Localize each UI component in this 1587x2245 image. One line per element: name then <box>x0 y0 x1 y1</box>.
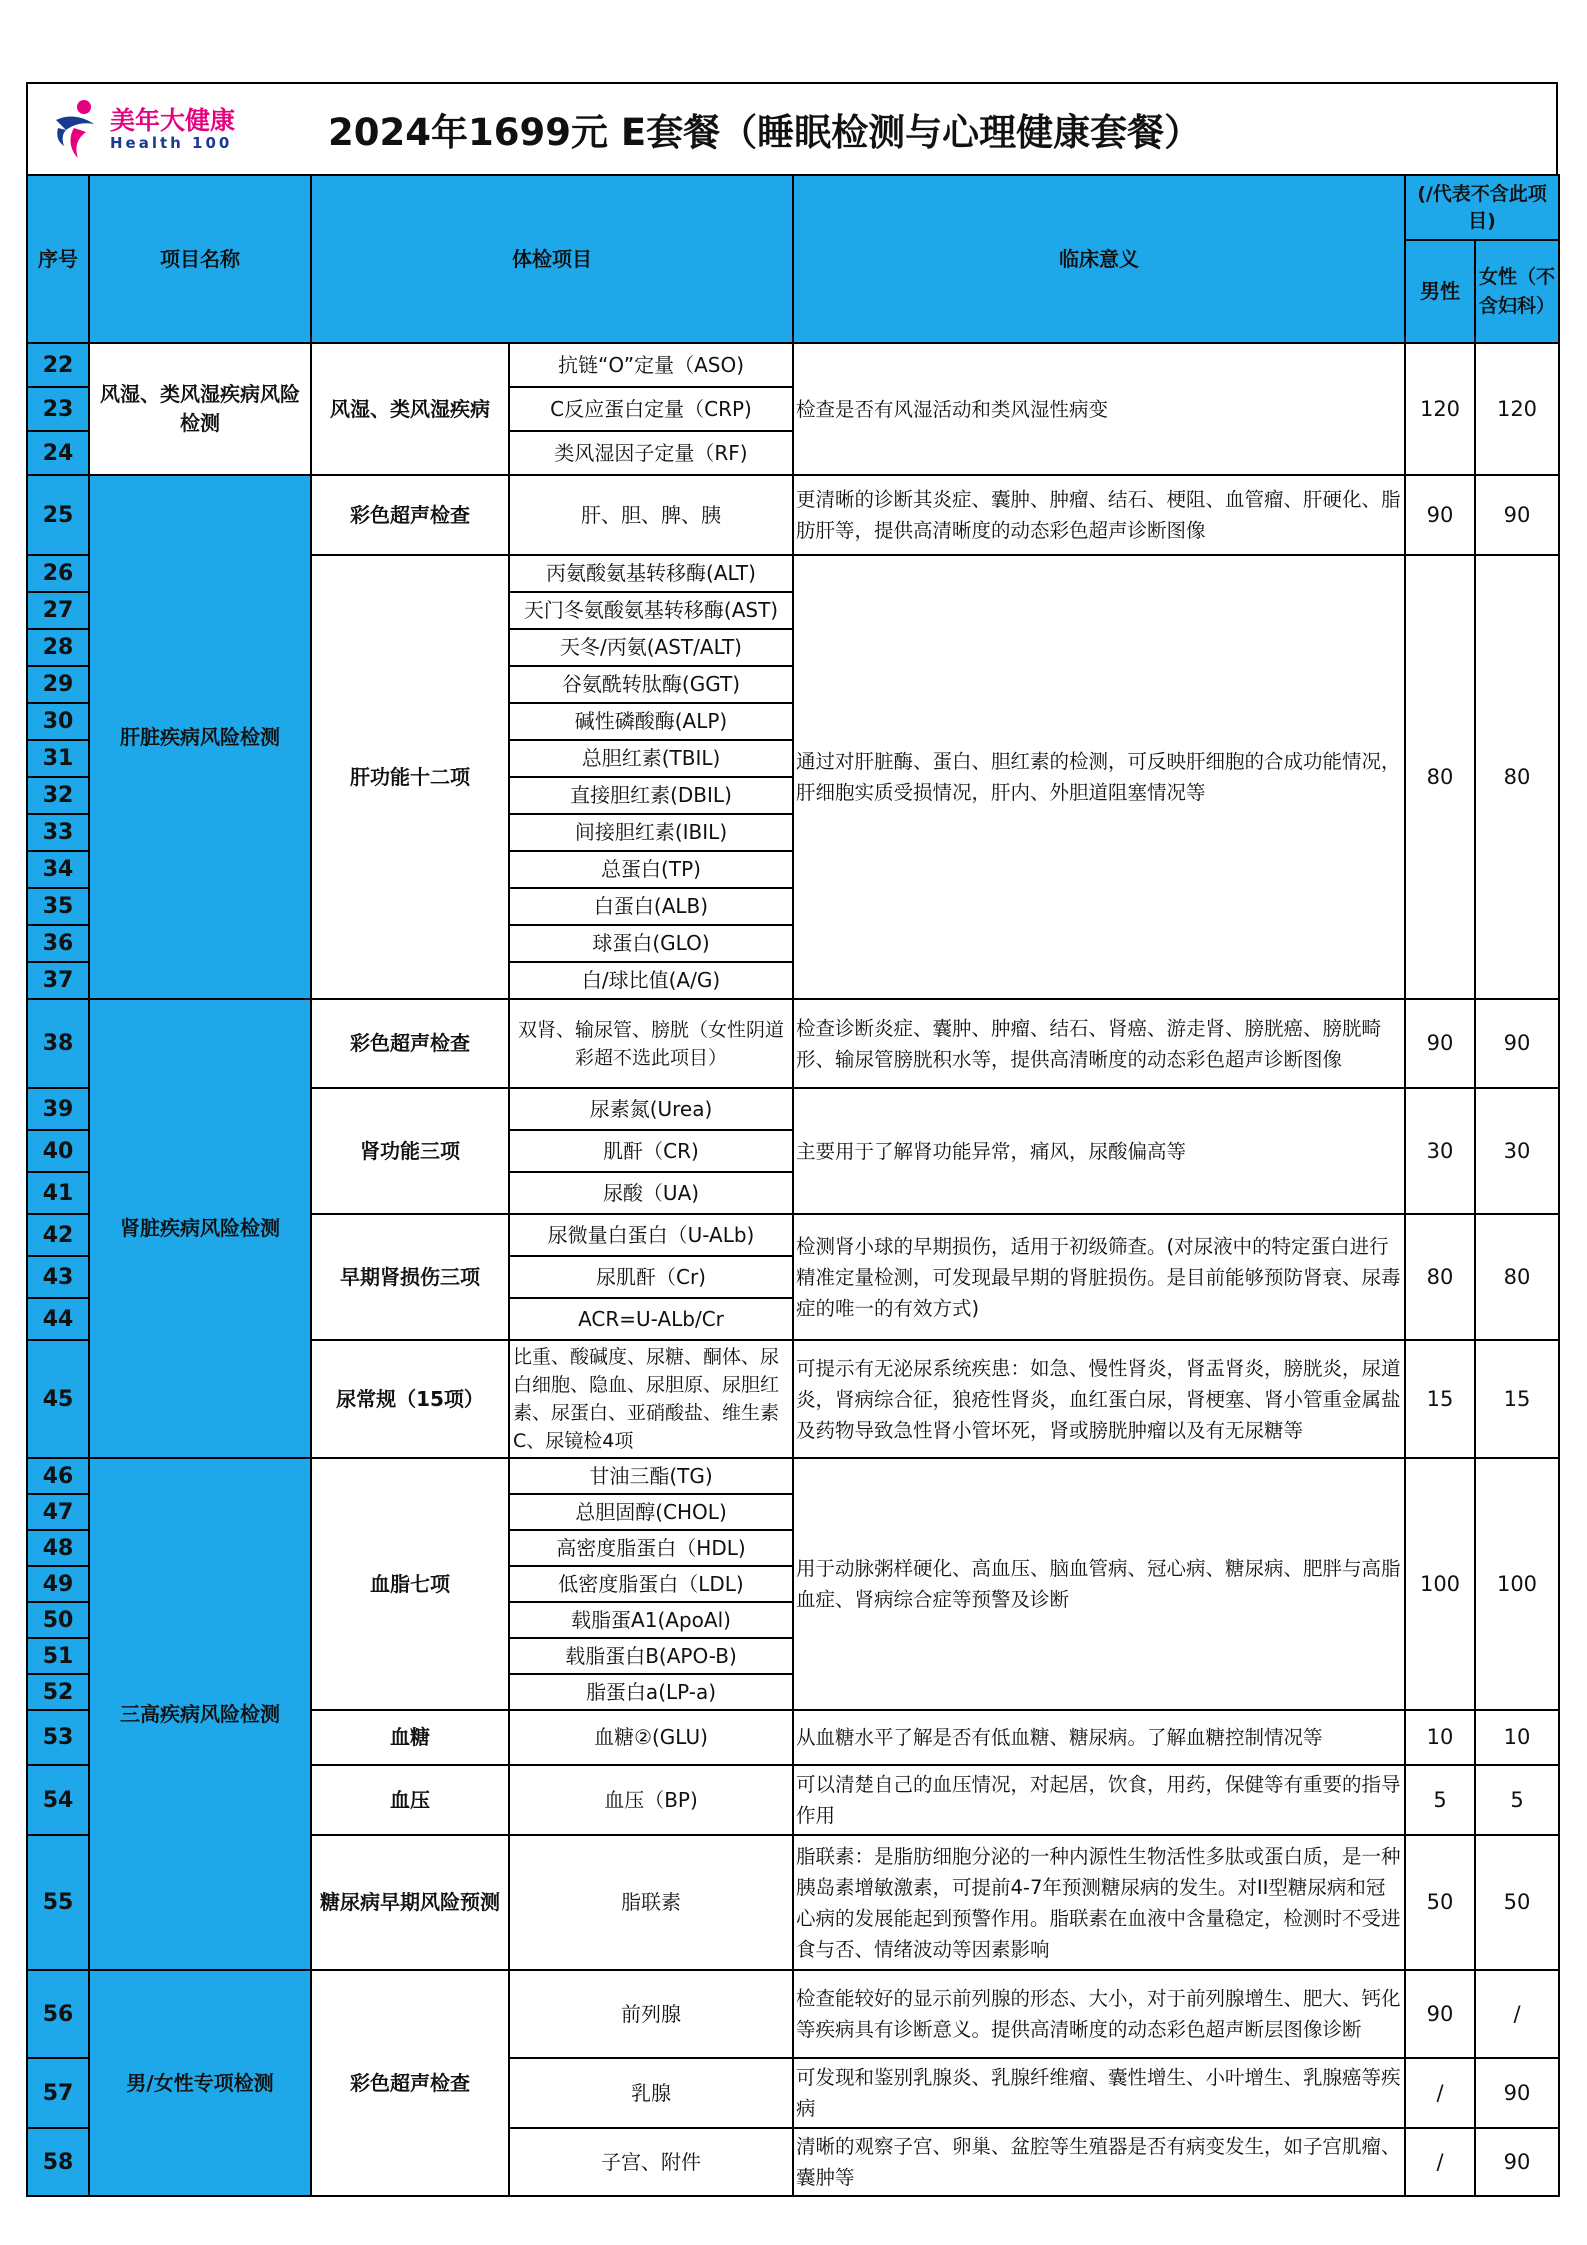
clinical-significance: 用于动脉粥样硬化、高血压、脑血管病、冠心病、糖尿病、肥胖与高脂血症、肾病综合症等预警及诊断 <box>793 1458 1405 1710</box>
row-number: 31 <box>27 740 89 777</box>
clinical-significance: 脂联素：是脂肪细胞分泌的一种内源性生物活性多肽或蛋白质，是一种胰岛素增敏激素，可提前4-7年预测糖尿病的发生。对II型糖尿病和冠心病的发展能起到预警作用。脂联素在血液中含量稳定，检测时不受进食与否、情绪波动等因素影响 <box>793 1835 1405 1970</box>
sub-item-name: 彩色超声检查 <box>311 999 509 1088</box>
exam-item: 血压（BP) <box>509 1765 793 1835</box>
title-bar <box>26 82 1558 174</box>
group-name: 肾脏疾病风险检测 <box>89 999 311 1458</box>
header-note: (/代表不含此项目) <box>1405 175 1559 240</box>
row-number: 37 <box>27 962 89 999</box>
sub-item-name: 糖尿病早期风险预测 <box>311 1835 509 1970</box>
exam-item: C反应蛋白定量（CRP) <box>509 387 793 431</box>
row-number: 25 <box>27 475 89 555</box>
row-number: 26 <box>27 555 89 592</box>
exam-item: 载脂蛋白B(APO-B) <box>509 1638 793 1674</box>
exam-item: 白/球比值(A/G) <box>509 962 793 999</box>
row-number: 39 <box>27 1088 89 1130</box>
clinical-significance: 可以清楚自己的血压情况，对起居，饮食，用药，保健等有重要的指导作用 <box>793 1765 1405 1835</box>
clinical-significance: 检查诊断炎症、囊肿、肿瘤、结石、肾癌、游走肾、膀胱癌、膀胱畸形、输尿管膀胱积水等，提供高清晰度的动态彩色超声诊断图像 <box>793 999 1405 1088</box>
exam-item: 脂蛋白a(LP-a) <box>509 1674 793 1710</box>
row-number: 42 <box>27 1214 89 1256</box>
price-male: 90 <box>1405 475 1475 555</box>
price-male: 5 <box>1405 1765 1475 1835</box>
row-number: 55 <box>27 1835 89 1970</box>
sub-item-name: 血糖 <box>311 1710 509 1765</box>
exam-item: 尿酸（UA) <box>509 1172 793 1214</box>
row-number: 28 <box>27 629 89 666</box>
sub-item-name: 风湿、类风湿疾病 <box>311 343 509 475</box>
exam-item: 低密度脂蛋白（LDL) <box>509 1566 793 1602</box>
row-number: 51 <box>27 1638 89 1674</box>
row-number: 53 <box>27 1710 89 1765</box>
row-number: 34 <box>27 851 89 888</box>
price-female: 80 <box>1475 555 1559 999</box>
exam-item: 总蛋白(TP) <box>509 851 793 888</box>
brand-figure-icon <box>48 98 104 160</box>
header-name: 项目名称 <box>89 175 311 343</box>
price-female: 80 <box>1475 1214 1559 1340</box>
clinical-significance: 清晰的观察子宫、卵巢、盆腔等生殖器是否有病变发生，如子宫肌瘤、囊肿等 <box>793 2128 1405 2196</box>
table-row <box>27 343 1559 387</box>
row-number: 50 <box>27 1602 89 1638</box>
row-number: 41 <box>27 1172 89 1214</box>
price-male: 30 <box>1405 1088 1475 1214</box>
exam-item: 抗链“O”定量（ASO) <box>509 343 793 387</box>
exam-item: 尿肌酐（Cr) <box>509 1256 793 1298</box>
price-female: 120 <box>1475 343 1559 475</box>
header-male: 男性 <box>1405 240 1475 343</box>
group-name: 男/女性专项检测 <box>89 1970 311 2196</box>
sub-item-name: 彩色超声检查 <box>311 1970 509 2196</box>
row-number: 46 <box>27 1458 89 1494</box>
row-number: 44 <box>27 1298 89 1340</box>
row-number: 27 <box>27 592 89 629</box>
exam-item: 直接胆红素(DBIL) <box>509 777 793 814</box>
price-male: / <box>1405 2128 1475 2196</box>
row-number: 29 <box>27 666 89 703</box>
price-male: 90 <box>1405 1970 1475 2058</box>
exam-item: 间接胆红素(IBIL) <box>509 814 793 851</box>
exam-item: 类风湿因子定量（RF) <box>509 431 793 475</box>
exam-item: 天冬/丙氨(AST/ALT) <box>509 629 793 666</box>
table-row <box>27 999 1559 1088</box>
clinical-significance: 可发现和鉴别乳腺炎、乳腺纤维瘤、囊性增生、小叶增生、乳腺癌等疾病 <box>793 2058 1405 2128</box>
sub-item-name: 彩色超声检查 <box>311 475 509 555</box>
exam-item: 乳腺 <box>509 2058 793 2128</box>
row-number: 56 <box>27 1970 89 2058</box>
header-female: 女性（不含妇科） <box>1475 240 1559 343</box>
header-no: 序号 <box>27 175 89 343</box>
price-female: 50 <box>1475 1835 1559 1970</box>
clinical-significance: 从血糖水平了解是否有低血糖、糖尿病。了解血糖控制情况等 <box>793 1710 1405 1765</box>
price-female: 90 <box>1475 999 1559 1088</box>
header-row <box>27 175 1559 240</box>
sub-item-name: 血脂七项 <box>311 1458 509 1710</box>
header-meaning: 临床意义 <box>793 175 1405 343</box>
header-item: 体检项目 <box>311 175 793 343</box>
row-number: 48 <box>27 1530 89 1566</box>
price-male: 100 <box>1405 1458 1475 1710</box>
clinical-significance: 检测肾小球的早期损伤，适用于初级筛查。(对尿液中的特定蛋白进行精准定量检测，可发现最早期的肾脏损伤。是目前能够预防肾衰、尿毒症的唯一的有效方式) <box>793 1214 1405 1340</box>
exam-item: 双肾、输尿管、膀胱（女性阴道彩超不选此项目） <box>509 999 793 1088</box>
brand-logo <box>28 85 258 173</box>
table-row <box>27 1970 1559 2058</box>
group-name: 风湿、类风湿疾病风险检测 <box>89 343 311 475</box>
group-name: 三高疾病风险检测 <box>89 1458 311 1970</box>
clinical-significance: 可提示有无泌尿系统疾患：如急、慢性肾炎，肾盂肾炎，膀胱炎，尿道炎，肾病综合征，狼疮性肾炎，血红蛋白尿，肾梗塞、肾小管重金属盐及药物导致急性肾小管坏死，肾或膀胱肿瘤以及有无尿糖等 <box>793 1340 1405 1458</box>
sub-item-name: 肾功能三项 <box>311 1088 509 1214</box>
row-number: 23 <box>27 387 89 431</box>
table-row <box>27 1458 1559 1494</box>
table-row <box>27 475 1559 555</box>
row-number: 47 <box>27 1494 89 1530</box>
exam-item: 甘油三酯(TG) <box>509 1458 793 1494</box>
row-number: 38 <box>27 999 89 1088</box>
price-male: 120 <box>1405 343 1475 475</box>
row-number: 58 <box>27 2128 89 2196</box>
row-number: 49 <box>27 1566 89 1602</box>
exam-item: 尿素氮(Urea) <box>509 1088 793 1130</box>
logo-en-text: Health 100 <box>110 133 233 152</box>
exam-item: ACR=U-ALb/Cr <box>509 1298 793 1340</box>
sub-item-name: 血压 <box>311 1765 509 1835</box>
clinical-significance: 通过对肝脏酶、蛋白、胆红素的检测，可反映肝细胞的合成功能情况，肝细胞实质受损情况，肝内、外胆道阻塞情况等 <box>793 555 1405 999</box>
exam-item: 总胆固醇(CHOL) <box>509 1494 793 1530</box>
row-number: 54 <box>27 1765 89 1835</box>
price-female: 90 <box>1475 2058 1559 2128</box>
sub-item-name: 尿常规（15项） <box>311 1340 509 1458</box>
price-female: 90 <box>1475 475 1559 555</box>
exam-item: 血糖②(GLU) <box>509 1710 793 1765</box>
price-male: 90 <box>1405 999 1475 1088</box>
exam-item: 前列腺 <box>509 1970 793 2058</box>
exam-item: 碱性磷酸酶(ALP) <box>509 703 793 740</box>
exam-item: 肝、胆、脾、胰 <box>509 475 793 555</box>
exam-item: 载脂蛋A1(ApoAl) <box>509 1602 793 1638</box>
exam-item: 子宫、附件 <box>509 2128 793 2196</box>
price-female: 10 <box>1475 1710 1559 1765</box>
clinical-significance: 检查能较好的显示前列腺的形态、大小，对于前列腺增生、肥大、钙化等疾病具有诊断意义。提供高清晰度的动态彩色超声断层图像诊断 <box>793 1970 1405 2058</box>
row-number: 43 <box>27 1256 89 1298</box>
price-male: / <box>1405 2058 1475 2128</box>
row-number: 45 <box>27 1340 89 1458</box>
clinical-significance: 检查是否有风湿活动和类风湿性病变 <box>793 343 1405 475</box>
row-number: 40 <box>27 1130 89 1172</box>
price-male: 80 <box>1405 555 1475 999</box>
exam-item: 球蛋白(GLO) <box>509 925 793 962</box>
row-number: 33 <box>27 814 89 851</box>
row-number: 24 <box>27 431 89 475</box>
exam-item: 丙氨酸氨基转移酶(ALT) <box>509 555 793 592</box>
exam-item: 白蛋白(ALB) <box>509 888 793 925</box>
row-number: 35 <box>27 888 89 925</box>
price-male: 15 <box>1405 1340 1475 1458</box>
price-female: 90 <box>1475 2128 1559 2196</box>
price-male: 80 <box>1405 1214 1475 1340</box>
row-number: 30 <box>27 703 89 740</box>
price-male: 10 <box>1405 1710 1475 1765</box>
logo-cn-text: 美年大健康 <box>110 105 236 135</box>
sub-item-name: 肝功能十二项 <box>311 555 509 999</box>
sub-item-name: 早期肾损伤三项 <box>311 1214 509 1340</box>
row-number: 52 <box>27 1674 89 1710</box>
price-sheet <box>26 82 1558 2197</box>
price-female: 15 <box>1475 1340 1559 1458</box>
package-table <box>26 174 1560 2197</box>
exam-item: 脂联素 <box>509 1835 793 1970</box>
exam-item: 总胆红素(TBIL) <box>509 740 793 777</box>
page-title: 2024年1699元 E套餐（睡眠检测与心理健康套餐） <box>328 111 1202 154</box>
row-number: 32 <box>27 777 89 814</box>
group-name: 肝脏疾病风险检测 <box>89 475 311 999</box>
exam-item: 比重、酸碱度、尿糖、酮体、尿白细胞、隐血、尿胆原、尿胆红素、尿蛋白、亚硝酸盐、维生素C、尿镜检4项 <box>509 1340 793 1458</box>
exam-item: 肌酐（CR) <box>509 1130 793 1172</box>
clinical-significance: 主要用于了解肾功能异常，痛风，尿酸偏高等 <box>793 1088 1405 1214</box>
price-female: 100 <box>1475 1458 1559 1710</box>
price-male: 50 <box>1405 1835 1475 1970</box>
exam-item: 高密度脂蛋白（HDL) <box>509 1530 793 1566</box>
exam-item: 天门冬氨酸氨基转移酶(AST) <box>509 592 793 629</box>
exam-item: 尿微量白蛋白（U-ALb) <box>509 1214 793 1256</box>
price-female: / <box>1475 1970 1559 2058</box>
clinical-significance: 更清晰的诊断其炎症、囊肿、肿瘤、结石、梗阻、血管瘤、肝硬化、脂肪肝等，提供高清晰度的动态彩色超声诊断图像 <box>793 475 1405 555</box>
row-number: 57 <box>27 2058 89 2128</box>
row-number: 22 <box>27 343 89 387</box>
exam-item: 谷氨酰转肽酶(GGT) <box>509 666 793 703</box>
price-female: 30 <box>1475 1088 1559 1214</box>
price-female: 5 <box>1475 1765 1559 1835</box>
row-number: 36 <box>27 925 89 962</box>
